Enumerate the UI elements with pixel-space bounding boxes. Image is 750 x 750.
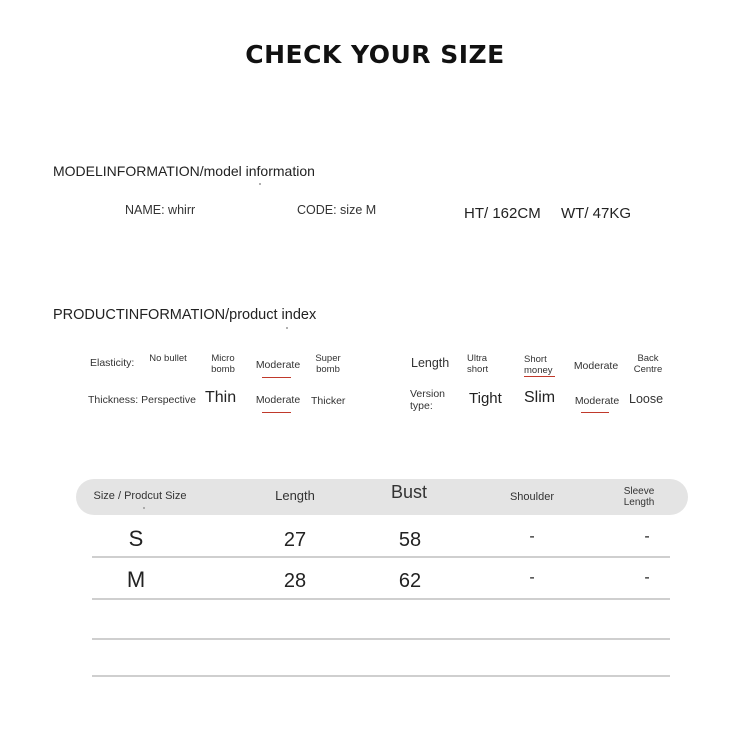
page-title: CHECK YOUR SIZE — [245, 40, 505, 69]
length-label: Length — [411, 356, 450, 370]
model-weight: WT/ 47KG — [561, 205, 632, 222]
version-selected-underline — [581, 412, 609, 413]
table-row-divider — [92, 598, 670, 600]
decorative-dot — [143, 507, 145, 509]
header-size: Size / Prodcut Size — [93, 490, 187, 502]
row-s-length: 27 — [283, 529, 307, 551]
table-row-divider — [92, 638, 670, 640]
thickness-selected-underline — [262, 412, 291, 413]
row-s-size: S — [128, 526, 144, 551]
model-height: HT/ 162CM — [464, 205, 541, 222]
row-m-length: 28 — [283, 570, 307, 592]
thickness-label: Thickness: Perspective — [88, 394, 196, 406]
elasticity-option-micro-bomb: Micro bomb — [211, 353, 235, 375]
version-option-slim: Slim — [524, 389, 556, 406]
header-sleeve-length: Sleeve Length — [623, 486, 655, 508]
row-m-sleeve-length: - — [644, 569, 650, 586]
length-selected-underline — [524, 376, 555, 377]
version-option-tight: Tight — [469, 390, 502, 407]
header-shoulder: Shoulder — [509, 491, 555, 503]
elasticity-label: Elasticity: — [90, 357, 135, 369]
product-info-heading: PRODUCTINFORMATION/product index — [53, 307, 317, 323]
length-option-back-centre: Back Centre — [633, 353, 663, 375]
row-s-bust: 58 — [398, 529, 422, 551]
table-row-divider — [92, 556, 670, 558]
row-m-size: M — [126, 567, 146, 592]
length-option-moderate: Moderate — [573, 360, 619, 372]
row-s-shoulder: - — [529, 528, 535, 545]
header-bust: Bust — [390, 482, 428, 502]
thickness-option-moderate: Moderate — [255, 394, 301, 406]
length-option-ultra-short: Ultra short — [467, 353, 489, 375]
header-length: Length — [275, 488, 315, 503]
decorative-dot — [286, 327, 288, 329]
version-option-loose: Loose — [629, 392, 664, 406]
length-option-short-money: Short money — [524, 354, 553, 376]
elasticity-option-moderate: Moderate — [255, 359, 301, 371]
model-info-heading: MODELINFORMATION/model information — [53, 163, 315, 179]
thickness-option-thin: Thin — [205, 389, 237, 406]
version-option-moderate: Moderate — [574, 395, 620, 407]
row-m-bust: 62 — [398, 570, 422, 592]
decorative-dot — [259, 183, 261, 185]
elasticity-selected-underline — [262, 377, 291, 378]
thickness-option-thicker: Thicker — [311, 395, 346, 407]
model-code: CODE: size M — [297, 203, 377, 217]
version-type-label: Version type: — [410, 388, 446, 412]
row-m-shoulder: - — [529, 569, 535, 586]
elasticity-option-super-bomb: Super bomb — [315, 353, 341, 375]
table-row-divider — [92, 675, 670, 677]
model-name: NAME: whirr — [125, 203, 196, 217]
row-s-sleeve-length: - — [644, 528, 650, 545]
elasticity-option-no-bullet: No bullet — [149, 353, 187, 364]
